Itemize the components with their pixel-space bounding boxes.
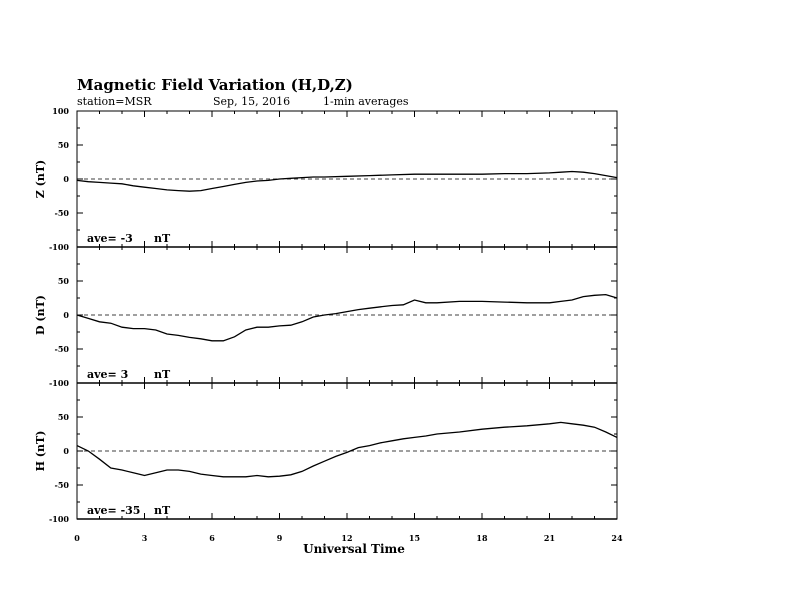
y-tick-label: -100 [48, 378, 69, 388]
series-line [77, 172, 617, 192]
y-tick-label: 100 [52, 106, 69, 116]
y-axis-label: H (nT) [34, 430, 47, 472]
y-tick-label: -100 [48, 514, 69, 524]
x-tick-label: 6 [209, 533, 215, 543]
y-tick-label: 50 [57, 412, 69, 422]
y-tick-label: -50 [54, 208, 69, 218]
date-label: Sep, 15, 2016 [213, 95, 291, 108]
x-tick-label: 24 [611, 533, 623, 543]
average-unit: nT [154, 232, 171, 245]
station-label: station=MSR [77, 95, 152, 108]
averaging-label: 1-min averages [323, 95, 409, 108]
x-axis-label: Universal Time [303, 542, 405, 556]
average-label: ave= -35 [87, 504, 141, 517]
y-tick-label: 0 [63, 310, 69, 320]
x-tick-label: 15 [408, 533, 421, 543]
average-label: ave= 3 [87, 368, 129, 381]
average-unit: nT [154, 368, 171, 381]
y-tick-label: -50 [54, 344, 69, 354]
x-tick-label: 0 [74, 533, 80, 543]
panel-2 [34, 383, 617, 524]
x-tick-label: 9 [276, 533, 283, 543]
y-axis-label: D (nT) [34, 295, 47, 335]
chart-title: Magnetic Field Variation (H,D,Z) [77, 76, 353, 94]
y-tick-label: 50 [57, 140, 69, 150]
y-tick-label: 50 [57, 276, 69, 286]
panel-0 [34, 106, 617, 252]
x-tick-label: 12 [341, 533, 353, 543]
x-tick-label: 3 [141, 533, 148, 543]
x-tick-label: 18 [476, 533, 488, 543]
x-tick-label: 21 [543, 533, 556, 543]
average-label: ave= -3 [87, 232, 133, 245]
y-tick-label: -50 [54, 480, 69, 490]
y-tick-label: 0 [63, 174, 69, 184]
series-line [77, 422, 617, 476]
y-tick-label: 0 [63, 446, 69, 456]
y-tick-label: -100 [48, 242, 69, 252]
average-unit: nT [154, 504, 171, 517]
panels-group [34, 106, 617, 524]
y-axis-label: Z (nT) [34, 159, 47, 199]
panel-1 [34, 247, 617, 388]
series-line [77, 295, 617, 341]
